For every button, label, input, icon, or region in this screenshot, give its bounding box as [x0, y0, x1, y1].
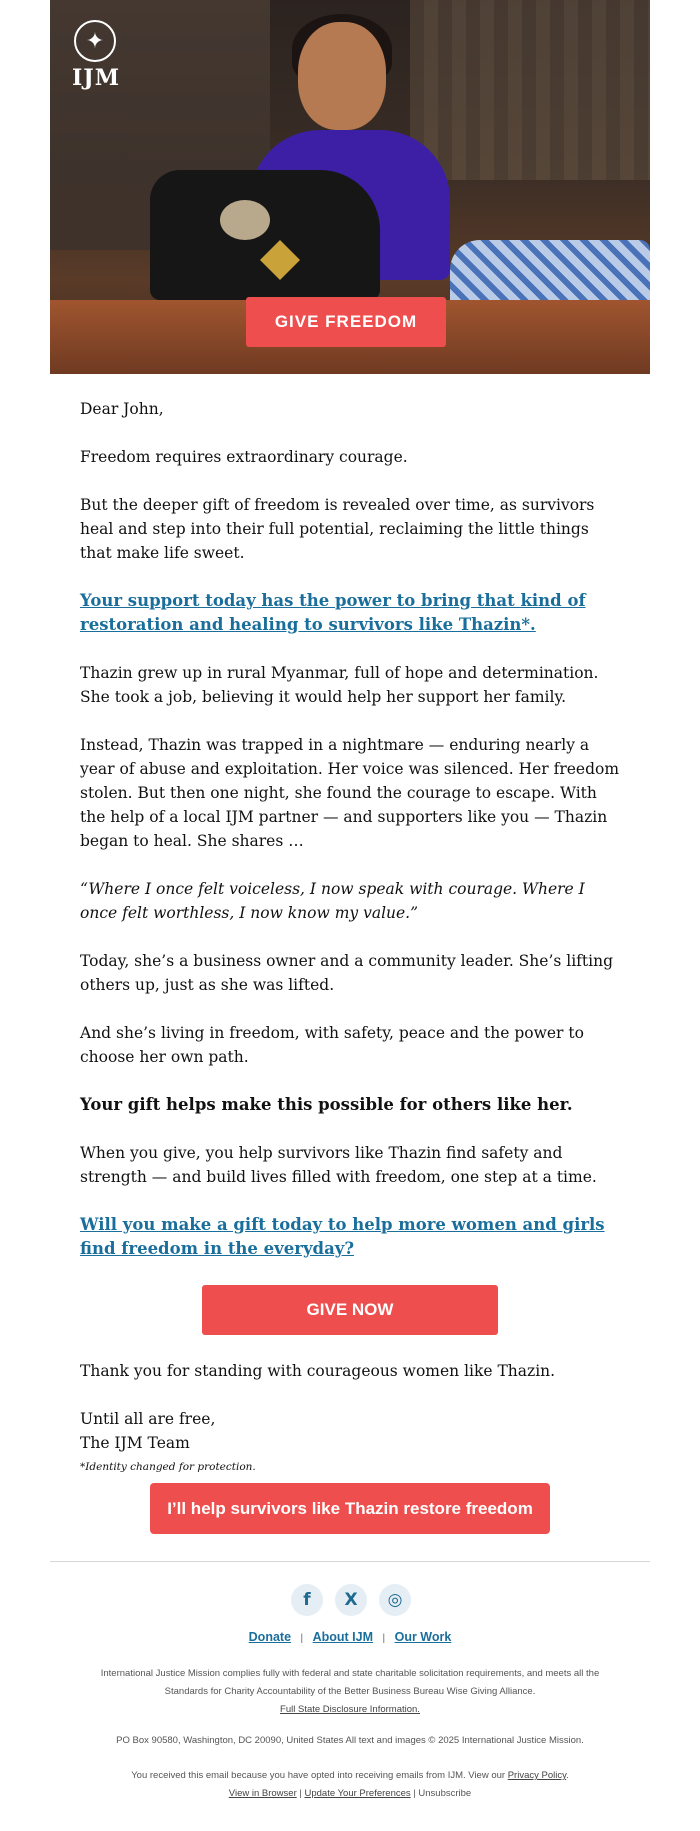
footer-separator: |	[300, 1633, 304, 1644]
ijm-logo[interactable]	[72, 20, 121, 91]
paragraph: When you give, you help survivors like Thazin find safety and strength — and build lives filled with freedom, one step at a time.	[80, 1144, 597, 1186]
hero-person-face	[298, 22, 386, 130]
logo-text: IJM	[72, 65, 121, 91]
update-preferences-link[interactable]: Update Your Preferences	[304, 1788, 411, 1799]
footer-link-about[interactable]: About IJM	[312, 1630, 374, 1644]
bold-statement: Your gift helps make this possible for others like her.	[80, 1095, 573, 1114]
disclosure-link[interactable]: Full State Disclosure Information.	[280, 1704, 420, 1715]
hero-sewing-machine-plate	[220, 200, 270, 240]
globe-icon: ✦	[74, 20, 116, 62]
hero-sewing-machine	[150, 170, 380, 300]
hero-background-window	[410, 0, 650, 180]
hero-image	[50, 0, 650, 374]
support-link[interactable]: Your support today has the power to bring that kind of restoration and healing to survivors like Thazin*.	[80, 591, 586, 634]
footer-link-donate[interactable]: Donate	[248, 1630, 292, 1644]
paragraph: Freedom requires extraordinary courage.	[80, 448, 408, 466]
paragraph: Thazin grew up in rural Myanmar, full of hope and determination. She took a job, believing it would help her support her family.	[80, 664, 599, 706]
x-icon[interactable]: X	[335, 1584, 367, 1616]
legal-notice	[80, 1665, 620, 1719]
sign-off	[80, 1407, 620, 1455]
paragraph: Thank you for standing with courageous women like Thazin.	[80, 1362, 556, 1380]
give-freedom-button[interactable]: GIVE FREEDOM	[246, 297, 446, 347]
footer-separator: |	[299, 1788, 302, 1799]
privacy-policy-link[interactable]: Privacy Policy	[507, 1770, 567, 1781]
closing-line: Until all are free,	[80, 1410, 216, 1428]
unsubscribe-link[interactable]: Unsubscribe	[418, 1788, 472, 1799]
subscription-notice: You received this email because you have opted into receiving emails from IJM. View our Privacy Policy. View in Browser | Update Your Preferences | Unsubscribe	[131, 1770, 569, 1799]
footer-nav	[0, 1630, 700, 1644]
postal-address: PO Box 90580, Washington, DC 20090, United States All text and images © 2025 International Justice Mission.	[116, 1735, 584, 1746]
signature: The IJM Team	[80, 1434, 190, 1452]
paragraph: But the deeper gift of freedom is revealed over time, as survivors heal and step into their full potential, reclaiming the little things that make life sweet.	[80, 496, 595, 562]
paragraph: Instead, Thazin was trapped in a nightmare — enduring nearly a year of abuse and exploitation. Her voice was silenced. Her freedom stolen. But then one night, she found the courage to escape. With the help of a local IJM partner — and supporters like you — Thazin began to heal. She shares …	[80, 736, 620, 850]
make-gift-link[interactable]: Will you make a gift today to help more women and girls find freedom in the everyday?	[80, 1215, 605, 1258]
footer-link-our-work[interactable]: Our Work	[394, 1630, 452, 1644]
help-survivors-button[interactable]: I’ll help survivors like Thazin restore freedom	[150, 1483, 550, 1534]
instagram-icon[interactable]: ◎	[379, 1584, 411, 1616]
footer-separator: |	[382, 1633, 386, 1644]
view-in-browser-link[interactable]: View in Browser	[228, 1788, 297, 1799]
footer-divider	[50, 1561, 650, 1562]
legal-text: International Justice Mission complies fully with federal and state charitable solicitation requirements, and meets all the Standards for Charity Accountability of the Better Business Bureau Wise Giving Alliance.	[100, 1668, 600, 1697]
unsub-text: You received this email because you have opted into receiving emails from IJM. View our	[131, 1770, 506, 1781]
letter-body	[80, 397, 620, 1503]
paragraph: Today, she’s a business owner and a community leader. She’s lifting others up, just as she was lifted.	[80, 952, 614, 994]
give-now-button[interactable]: GIVE NOW	[202, 1285, 498, 1335]
paragraph: And she’s living in freedom, with safety, peace and the power to choose her own path.	[80, 1024, 584, 1066]
social-links	[291, 1584, 411, 1616]
footer-separator: |	[413, 1788, 416, 1799]
salutation: Dear John,	[80, 400, 164, 418]
survivor-quote: “Where I once felt voiceless, I now speak with courage. Where I once felt worthless, I now know my value.”	[80, 880, 585, 922]
facebook-icon[interactable]: f	[291, 1584, 323, 1616]
identity-footnote: *Identity changed for protection.	[80, 1461, 256, 1473]
